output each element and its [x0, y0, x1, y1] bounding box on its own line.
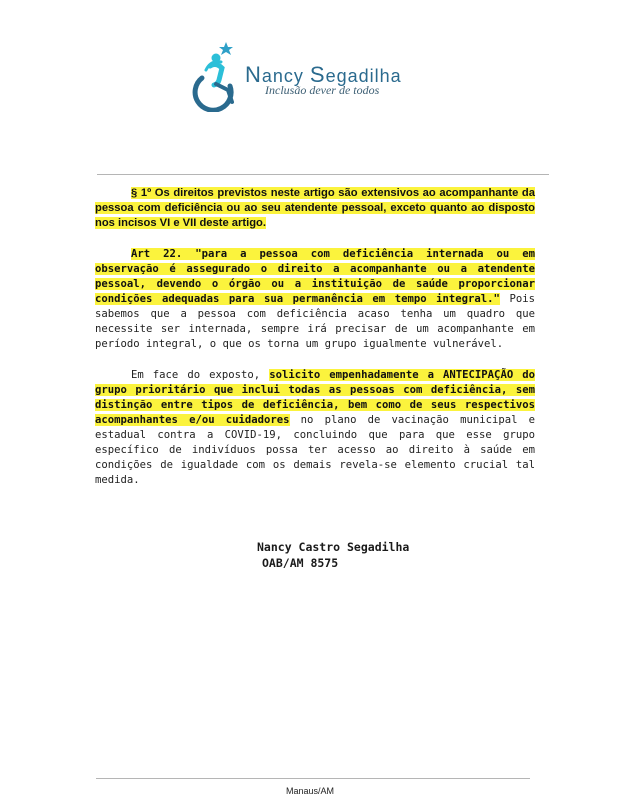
- signature-name: Nancy Castro Segadilha: [257, 540, 410, 554]
- paragraph-2-rest: Pois sabemos que a pessoa com deficiência acaso tenha um quadro que necessite ser internada, sempre irá precisar de um acompanhante em período integral, o que os torna um grupo igualmente vulnerável.: [95, 293, 536, 350]
- paragraph-3-rest: no plano de vacinação municipal e estadual contra a COVID-19, concluindo que para que esse grupo específico de indivíduos possa ter acesso ao direito à saúde em condições de igualdade com os demais revela-se elemento crucial tal medida.: [95, 414, 535, 486]
- paragraph-3: [95, 368, 535, 488]
- paragraph-3-intro: Em face do exposto,: [131, 369, 270, 381]
- highlight-art22: Art 22. "para a pessoa com deficiência internada ou em observação é assegurado o direito a acompanhante ou a atendente pessoal, devendo o órgão ou a instituição de saúde proporcionar condições adequadas para sua permanência em tempo integral.": [95, 248, 535, 305]
- logo: [186, 40, 456, 112]
- footer-city: Manaus/AM: [286, 786, 335, 796]
- paragraph-2: [95, 247, 535, 352]
- signature-oab: OAB/AM 8575: [262, 556, 339, 570]
- wheelchair-star-person-icon: [186, 40, 246, 112]
- brand-name: Nancy Segadilha: [245, 62, 402, 87]
- highlight-p1: § 1º Os direitos previstos neste artigo são extensivos ao acompanhante da pessoa com deficiência ou ao seu atendente pessoal, exceto quanto ao disposto nos incisos VI e VII deste artigo.: [95, 187, 535, 229]
- paragraph-1: [95, 186, 535, 231]
- brand-tagline: Inclusão dever de todos: [265, 83, 380, 97]
- footer-divider: [96, 778, 530, 779]
- highlight-request: solicito empenhadamente a ANTECIPAÇÃO do grupo prioritário que inclui todas as pessoas com deficiência, sem distinção entre tipos de deficiência, bem como de seus respectivos acompanhantes e/ou cuidadores: [95, 369, 535, 426]
- document-body: [95, 186, 535, 488]
- header-divider: [97, 174, 549, 175]
